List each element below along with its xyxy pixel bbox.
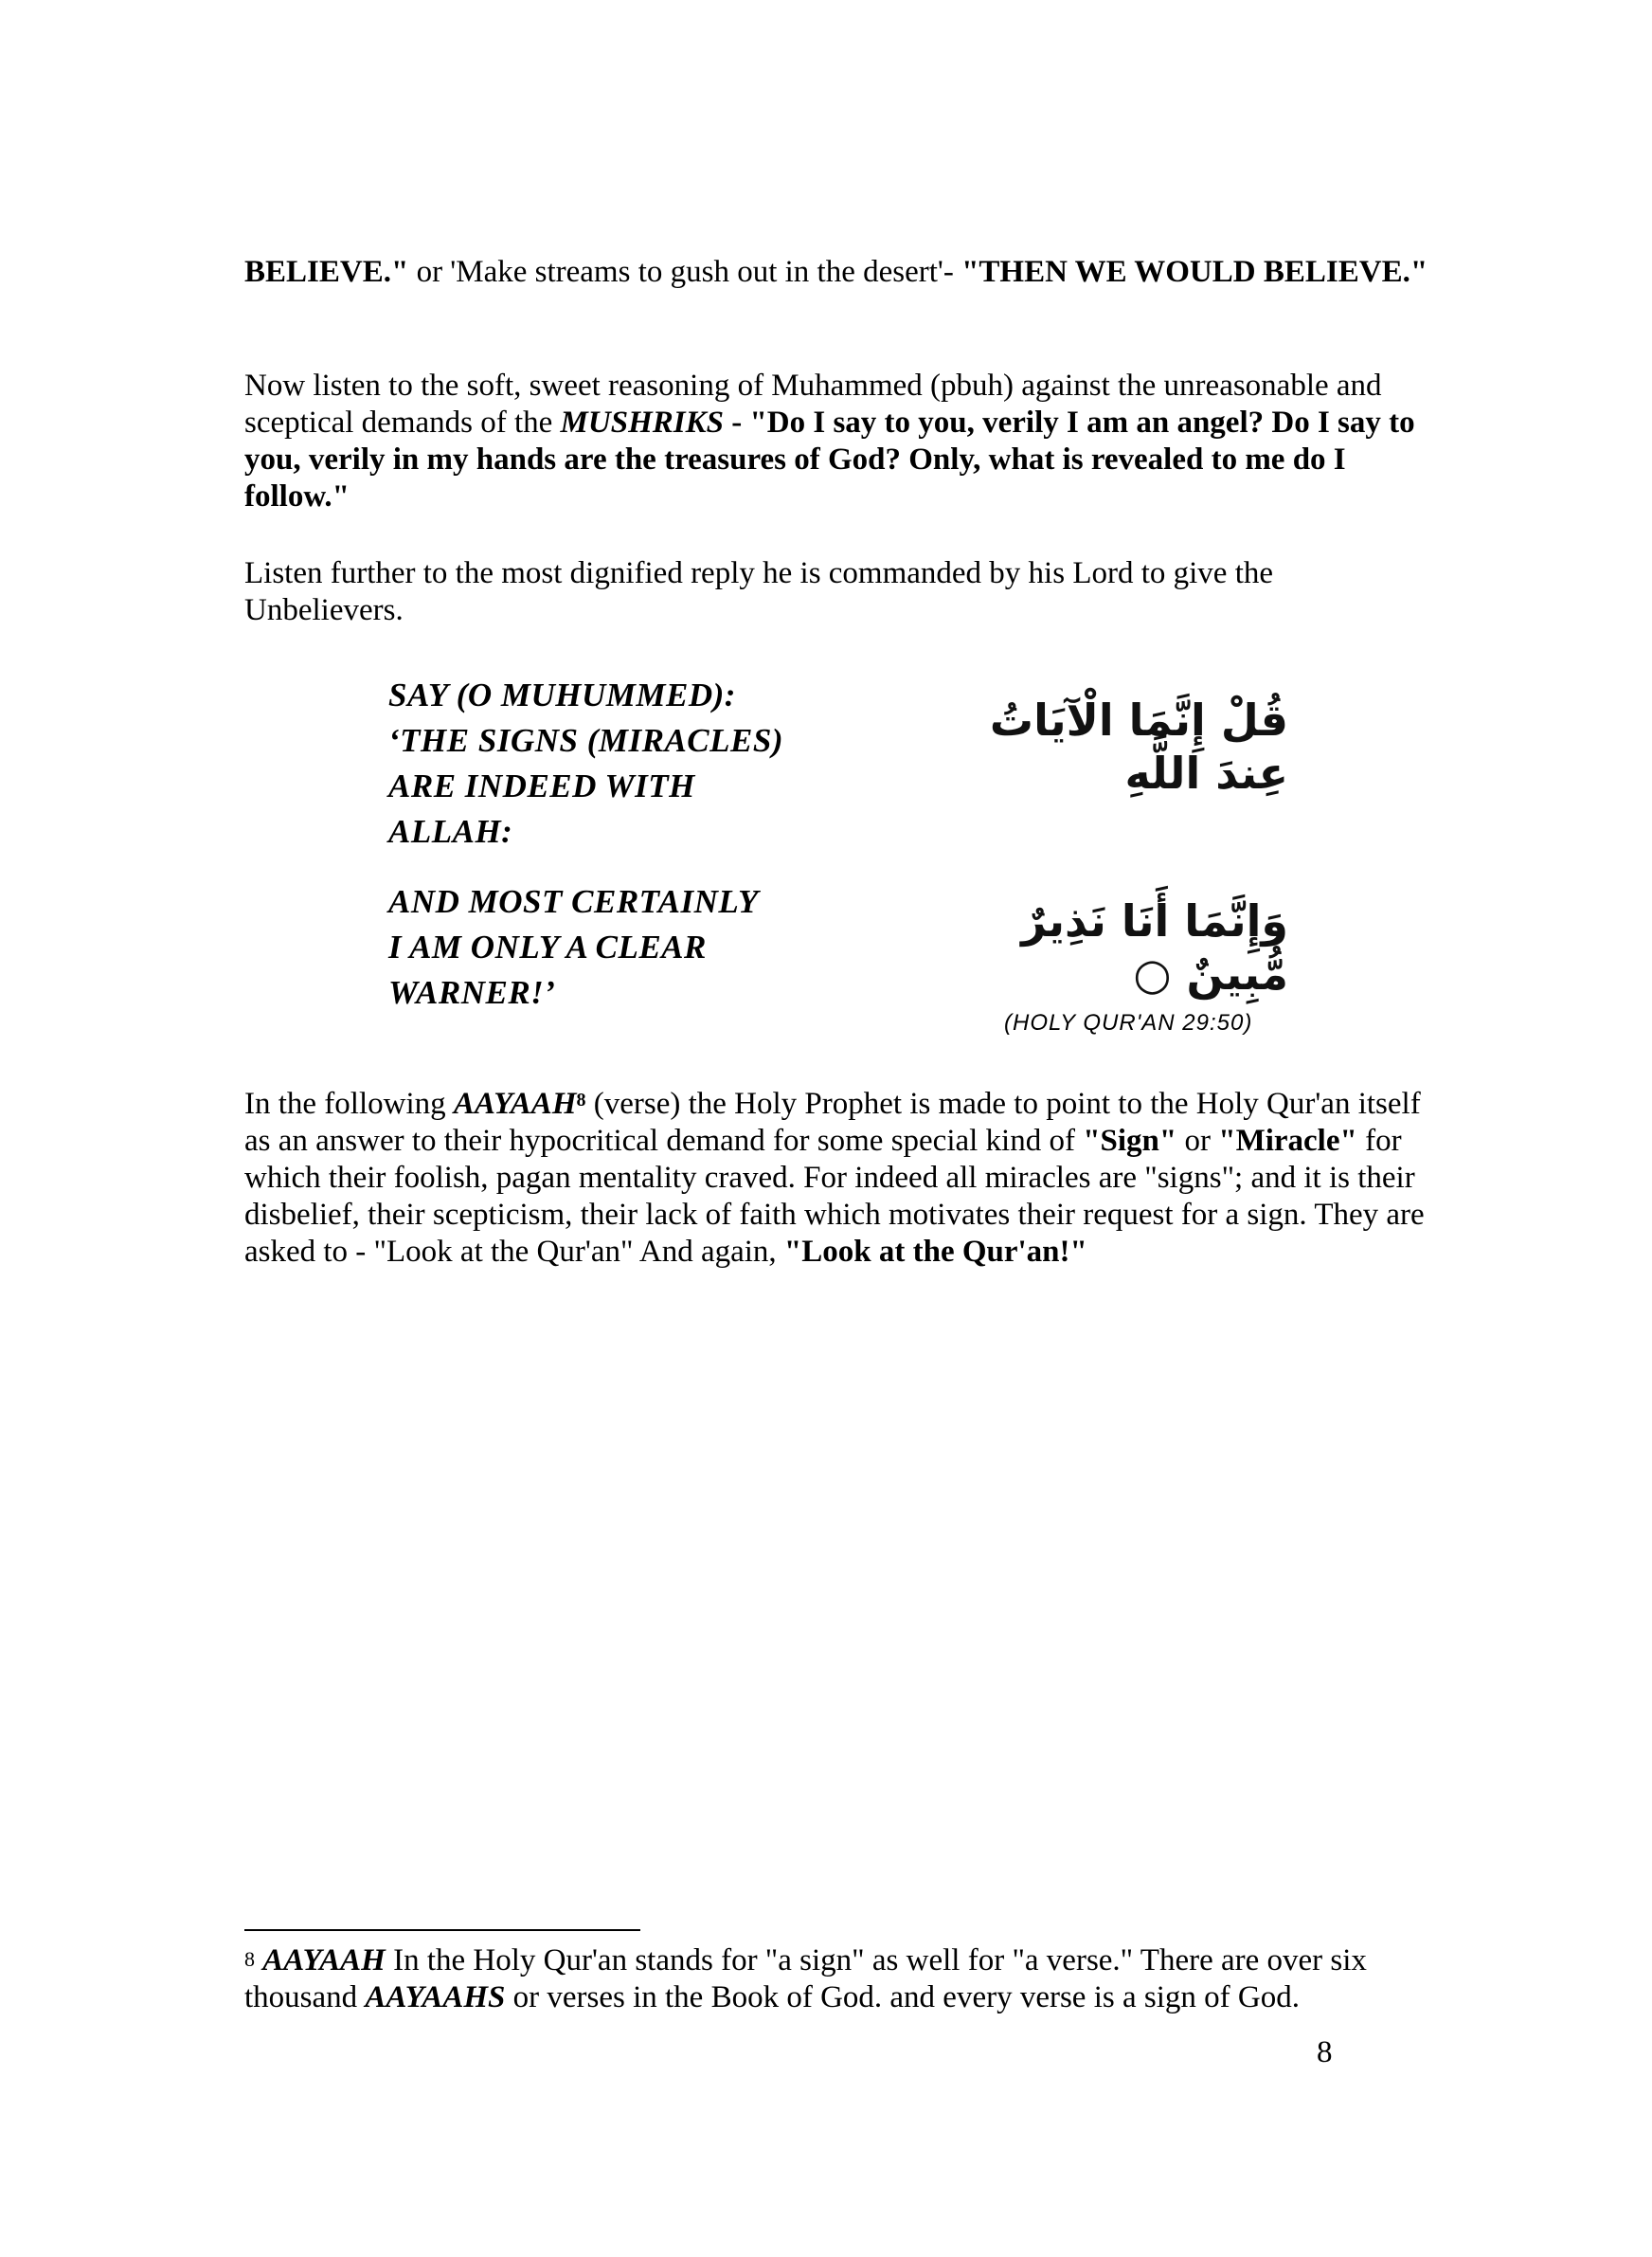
bold-text: "THEN WE WOULD BELIEVE." — [961, 255, 1428, 289]
footnote-reference: 8 — [576, 1090, 586, 1110]
footnote-divider — [244, 1929, 640, 1931]
quote-line: ‘THE SIGNS (MIRACLES) — [388, 722, 783, 759]
quote-line: SAY (O MUHUMMED): — [388, 677, 736, 713]
text: In the following — [244, 1087, 454, 1121]
quote-reference: (HOLY QUR'AN 29:50) — [1004, 1010, 1253, 1036]
quran-quote-image — [388, 673, 1288, 1052]
quote-arabic-part-2: وَإِنَّمَا أَنَا نَذِيرٌ مُّبِينٌ ○ — [1021, 895, 1288, 1000]
bold-text: "Sign" — [1083, 1124, 1177, 1158]
quote-line: WARNER!’ — [388, 974, 556, 1011]
text: Listen further to the most dignified reply he is commanded by his Lord to give the Unbelievers. — [244, 556, 1274, 627]
footnote-number: 8 — [244, 1947, 255, 1971]
text: for which their foolish, pagan mentality craved. For indeed all miracles are "signs"; and it is their disbelief, their scepticism, their lack of faith which motivates their request for a sign. They are asked to - "Look at the Qur'an" And again, — [244, 1124, 1425, 1269]
quote-line: ALLAH: — [388, 813, 513, 850]
text: or — [1176, 1124, 1219, 1158]
paragraph-believe — [244, 254, 1428, 291]
term-aayaah: AAYAAH — [453, 1087, 577, 1121]
bold-text: BELIEVE." — [244, 255, 409, 289]
paragraph-aayaah — [244, 1086, 1428, 1271]
quote-line: ARE INDEED WITH — [388, 767, 695, 804]
text: or verses in the Book of God. and every verse is a sign of God. — [505, 1980, 1300, 2014]
quote-arabic-part-1: قُلْ إِنَّمَا الْآيَاتُ عِندَ اللَّهِ — [989, 695, 1288, 799]
term-aayaahs: AAYAAHS — [365, 1980, 506, 2014]
term-mushriks: MUSHRIKS — [560, 406, 724, 440]
text: or 'Make streams to gush out in the desert'- — [408, 255, 962, 289]
quote-english-part-2 — [388, 879, 843, 1016]
quote-line: I AM ONLY A CLEAR — [388, 929, 707, 966]
bold-text: "Look at the Qur'an!" — [783, 1235, 1087, 1269]
text: Now listen to the soft, sweet reasoning of Muhammed (pbuh) against the unreasonable and sceptical demands of the — [244, 369, 1382, 440]
page-number: 8 — [1317, 2035, 1333, 2069]
bold-quote: - "Do I say to you, verily I am an angel? Do I say to you, verily in my hands are the treasures of God? Only, what is revealed to me do I follow." — [244, 406, 1415, 514]
paragraph-listen-further — [244, 555, 1428, 629]
bold-text: "Miracle" — [1218, 1124, 1357, 1158]
text: In the Holy Qur'an stands for "a sign" as well for "a verse." There are over six thousand — [244, 1943, 1367, 2014]
quote-line: AND MOST CERTAINLY — [388, 883, 759, 920]
quote-english-part-1 — [388, 673, 843, 855]
term-aayaah: AAYAAH — [262, 1943, 386, 1977]
text: (verse) the Holy Prophet is made to point to the Holy Qur'an itself as an answer to their hypocritical demand for some special kind of — [244, 1087, 1421, 1158]
footnote — [244, 1942, 1428, 2016]
paragraph-reasoning — [244, 368, 1428, 515]
